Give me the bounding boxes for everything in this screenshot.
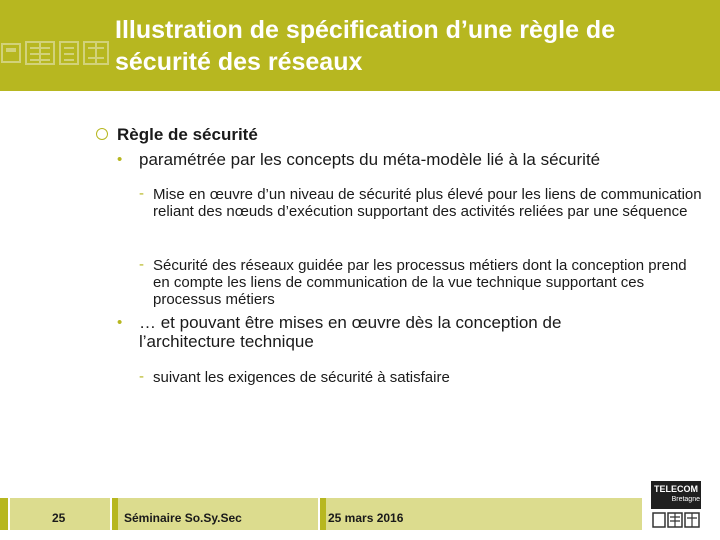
- bullet-item: … et pouvant être mises en œuvre dès la conception de l’architecture technique: [139, 313, 562, 351]
- sub-item: Sécurité des réseaux guidée par les processus métiers dont la conception prend en compte les liens de communication de la vue technique supportant ces processus métiers: [153, 257, 687, 308]
- sub-item: Mise en œuvre d’un niveau de sécurité plus élevé pour les liens de communication reliant des nœuds d’exécution supportant des activités reliées par une séquence: [153, 186, 702, 220]
- bullet-icon: •: [117, 151, 123, 168]
- circle-bullet-icon: [96, 128, 108, 140]
- logo-watermark-icon: [0, 38, 112, 68]
- presentation-date: 25 mars 2016: [328, 511, 404, 525]
- logo-text-bretagne: Bretagne: [671, 496, 700, 503]
- dash-bullet-icon: -: [139, 185, 144, 202]
- event-name: Séminaire So.Sy.Sec: [124, 511, 242, 525]
- bullet-item: paramétrée par les concepts du méta-modèle lié à la sécurité: [139, 150, 601, 169]
- heading-rule: Règle de sécurité: [117, 125, 258, 144]
- title-bar: [0, 0, 720, 91]
- dash-bullet-icon: -: [139, 256, 144, 273]
- slide-title: Illustration de spécification d’une règle de sécurité des réseaux: [115, 16, 616, 76]
- page-number: 25: [52, 511, 66, 525]
- bullet-icon: •: [117, 314, 123, 331]
- footer-accent-left: [0, 498, 8, 530]
- dash-bullet-icon: -: [139, 368, 144, 385]
- logo-text-telecom: TELECOM: [654, 484, 698, 494]
- telecom-bretagne-logo: [650, 479, 702, 531]
- sub-item: suivant les exigences de sécurité à satisfaire: [153, 369, 450, 386]
